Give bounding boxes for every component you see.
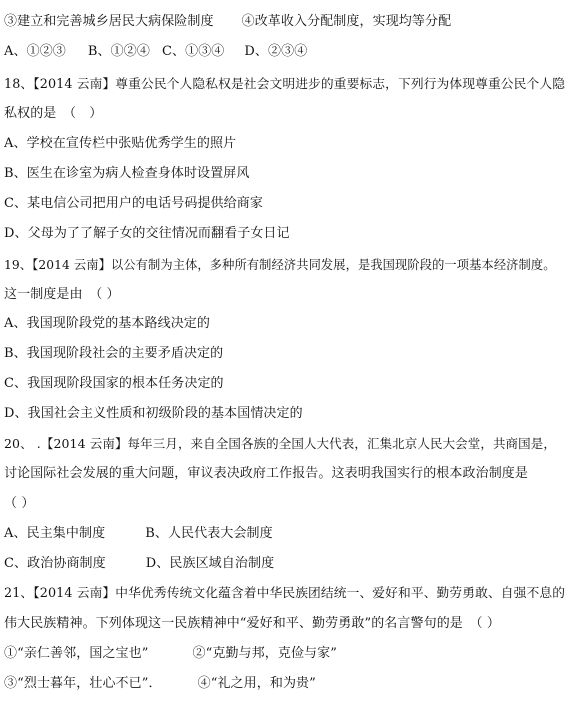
q17-answer-a: A、①②③ <box>4 44 66 59</box>
q19-option-d: D、我国社会主义性质和初级阶段的基本国情决定的 <box>4 406 303 421</box>
q17-answer-row <box>4 44 307 60</box>
q21-stem-line-2: 伟大民族精神。下列体现这一民族精神中“爱好和平、勤劳勇敢”的名言警句的是 （ ） <box>4 616 500 631</box>
q18-option-b: B、医生在诊室为病人检查身体时设置屏风 <box>4 166 250 181</box>
q21-option-3: ③“烈士暮年，壮心不已”． <box>4 676 162 691</box>
q20-option-c: C、政治协商制度 <box>4 556 106 571</box>
q20-options-row-1 <box>4 526 273 542</box>
q17-answer-b: B、①②④ <box>87 44 150 59</box>
q20-stem-line-2: 讨论国际社会发展的重大问题，审议表决政府工作报告。这表明我国实行的根本政治制度是 <box>4 466 529 481</box>
q20-stem-line-1: 20、 .【2014 云南】每年三月，来自全国各族的全国人大代表，汇集北京人民大会堂，共商国是， <box>4 436 556 451</box>
q18-stem-line-2: 私权的是 （ ） <box>4 106 103 121</box>
q19-stem-line-2: 这一制度是由 （ ） <box>4 287 120 302</box>
q17-option-4: ④改革收入分配制度，实现均等分配 <box>241 14 452 29</box>
q21-option-4: ④“礼之用，和为贵” <box>197 676 316 691</box>
q19-option-c: C、我国现阶段国家的根本任务决定的 <box>4 376 224 391</box>
q20-option-a: A、民主集中制度 <box>4 526 106 541</box>
q20-option-d: D、民族区域自治制度 <box>145 556 275 571</box>
q21-options-row-1 <box>4 646 337 662</box>
q18-stem-line-1: 18、【2014 云南】尊重公民个人隐私权是社会文明进步的重要标志，下列行为体现尊重公民个人隐 <box>4 77 566 92</box>
q18-option-a: A、学校在宣传栏中张贴优秀学生的照片 <box>4 136 237 151</box>
q19-stem-line-1: 19、【2014 云南】以公有制为主体，多种所有制经济共同发展，是我国现阶段的一项基本经济制度。 <box>4 258 556 272</box>
q20-option-b: B、人民代表大会制度 <box>145 526 273 541</box>
q20-stem-line-3: （ ） <box>4 496 35 511</box>
q21-option-2: ②“克勤与邦，克俭与家” <box>192 646 337 661</box>
q17-answer-c: C、①③④ <box>161 44 225 59</box>
q20-options-row-2 <box>4 556 274 572</box>
q21-option-1: ①“亲仁善邻，国之宝也” <box>4 646 149 661</box>
q19-option-b: B、我国现阶段社会的主要矛盾决定的 <box>4 346 224 361</box>
q17-options-3-4 <box>4 14 451 30</box>
q18-option-d: D、父母为了了解子女的交往情况而翻看子女日记 <box>4 226 290 241</box>
q21-options-row-2 <box>4 676 316 692</box>
q17-answer-d: D、②③④ <box>244 44 308 59</box>
q18-option-c: C、某电信公司把用户的电话号码提供给商家 <box>4 196 263 211</box>
q19-option-a: A、我国现阶段党的基本路线决定的 <box>4 316 210 331</box>
q17-option-3: ③建立和完善城乡居民大病保险制度 <box>4 14 214 29</box>
q21-stem-line-1: 21、【2014 云南】中华优秀传统文化蕴含着中华民族团结统一、爱好和平、勤劳勇敢、自强不息的 <box>4 586 566 601</box>
